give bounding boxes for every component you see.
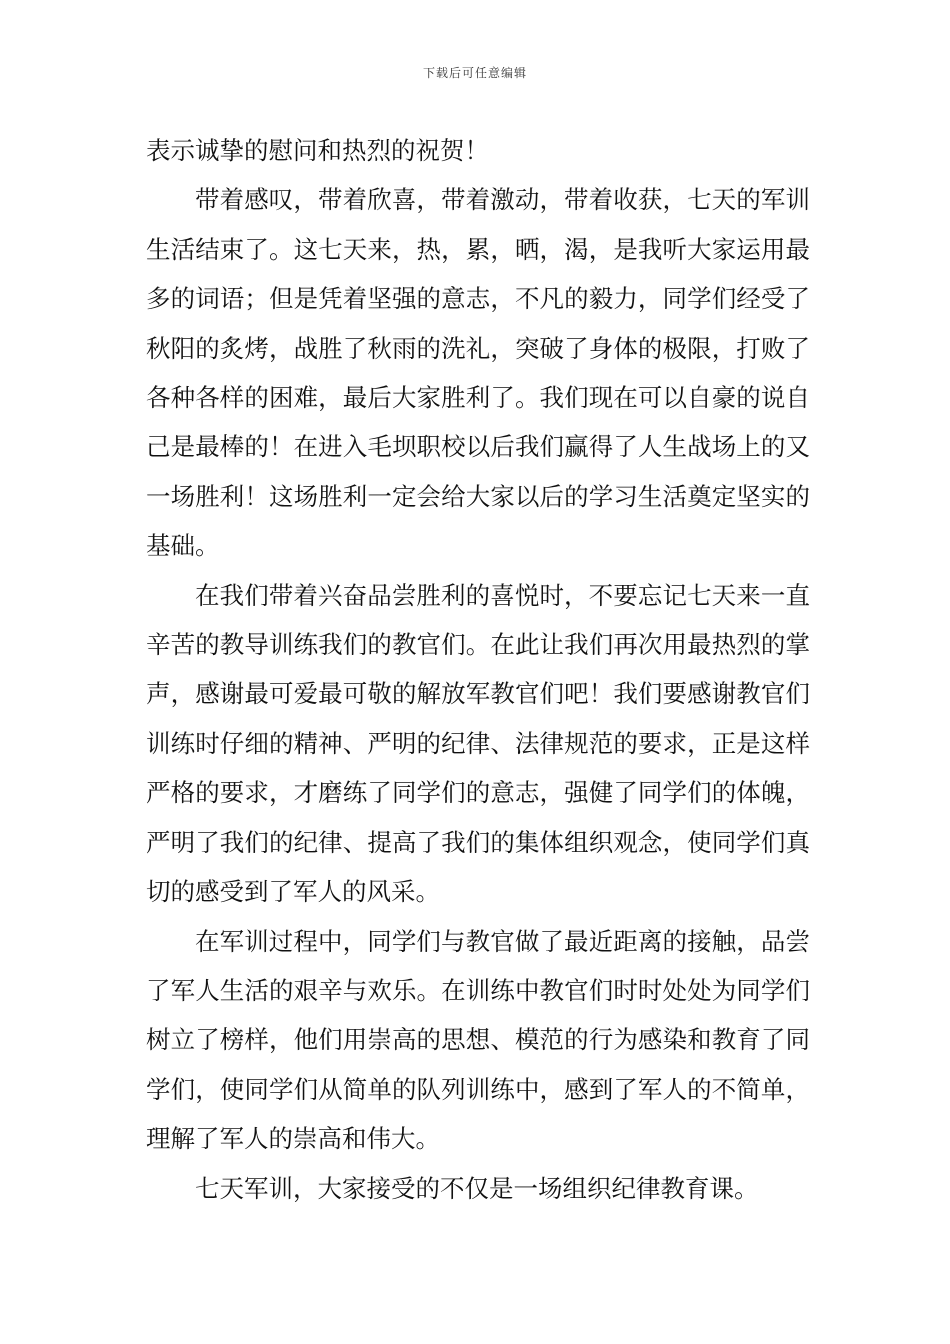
document-body	[146, 126, 810, 1213]
paragraph-4: 在军训过程中，同学们与教官做了最近距离的接触，品尝了军人生活的艰辛与欢乐。在训练中教官们时时处处为同学们树立了榜样，他们用崇高的思想、模范的行为感染和教育了同学们，使同学们从简单的队列训练中，感到了军人的不简单，理解了军人的崇高和伟大。	[146, 926, 810, 1154]
paragraph-1: 表示诚挚的慰问和热烈的祝贺！	[146, 136, 489, 165]
page-header: 下载后可任意编辑	[422, 66, 527, 80]
paragraph-2: 带着感叹，带着欣喜，带着激动，带着收获，七天的军训生活结束了。这七天来，热，累，晒，渴，是我听大家运用最多的词语；但是凭着坚强的意志，不凡的毅力，同学们经受了秋阳的炙烤，战胜了秋雨的洗礼，突破了身体的极限，打败了各种各样的困难，最后大家胜利了。我们现在可以自豪的说自己是最棒的！在进入毛坝职校以后我们赢得了人生战场上的又一场胜利！这场胜利一定会给大家以后的学习生活奠定坚实的基础。	[146, 185, 810, 561]
paragraph-5: 七天军训，大家接受的不仅是一场组织纪律教育课。	[195, 1173, 759, 1203]
paragraph-3: 在我们带着兴奋品尝胜利的喜悦时，不要忘记七天来一直辛苦的教导训练我们的教官们。在此让我们再次用最热烈的掌声，感谢最可爱最可敬的解放军教官们吧！我们要感谢教官们训练时仔细的精神、严明的纪律、法律规范的要求，正是这样严格的要求，才磨练了同学们的意志，强健了同学们的体魄，严明了我们的纪律、提高了我们的集体组织观念，使同学们真切的感受到了军人的风采。	[146, 580, 810, 907]
